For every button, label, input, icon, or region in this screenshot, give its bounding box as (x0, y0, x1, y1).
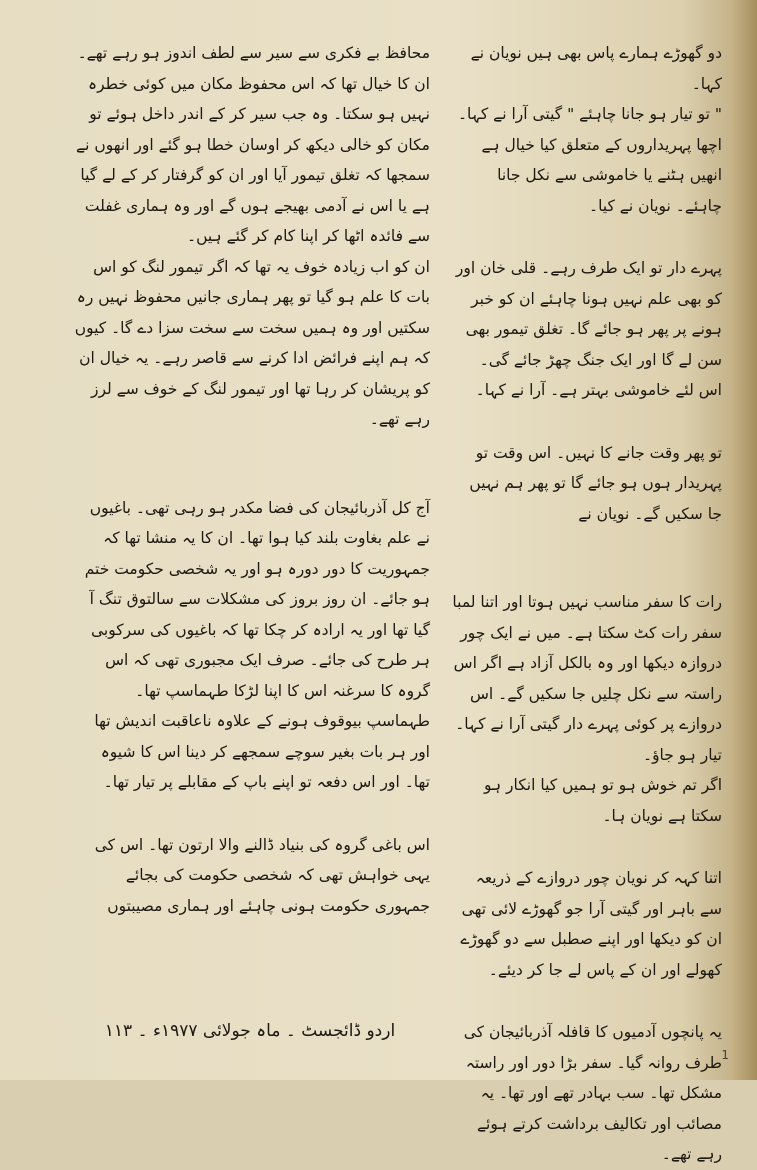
page-gutter (729, 0, 757, 1080)
left-paragraph-3: اس باغی گروہ کی بنیاد ڈالنے والا ارتون تھا۔ اس کی یہی خواہش تھی کہ شخصی حکومت کی بجائے جمہوری حکومت ہونی چاہئے اور ہماری مصیبتوں (94, 835, 430, 915)
page-footer: اردو ڈائجسٹ ۔ ماہ جولائی ۱۹۷۷ء ۔ ۱۱۳ (104, 1021, 396, 1041)
right-paragraph-5: اتنا کہہ کر نویان چور دروازے کے ذریعہ سے باہر اور گیتی آرا جو گھوڑے لائی تھی ان کو دیکھا اور اپنے صطبل سے دو گھوڑے کھولے اور ان کے پاس لے جا کر دیئے۔ (460, 869, 722, 979)
left-column (72, 38, 430, 921)
left-paragraph-1: محافظ بے فکری سے سیر سے لطف اندوز ہو رہے تھے۔ ان کا خیال تھا کہ اس محفوظ مکان میں کوئی خطرہ نہیں ہو سکتا۔ وہ جب سیر کر کے اندر داخل ہوئے تو مکان کو خالی دیکھ کر اوسان خطا ہو گئے اور انھوں نے سمجھا کہ تغلق تیمور آیا اور ان کو گرفتار کر کے لے گیا ہے یا اس نے آدمی بھیجے ہوں گے اور وہ ہماری غفلت سے فائدہ اٹھا کر اپنا کام کر گئے ہیں۔ ان کو اب زیادہ خوف یہ تھا کہ اگر تیمور لنگ کو اس بات کا علم ہو گیا تو پھر ہماری جانیں محفوظ نہیں رہ سکتیں اور وہ ہمیں سخت سے سخت سزا دے گا۔ کیوں کہ ہم اپنے فرائض ادا کرنے سے قاصر رہے۔ یہ خیال ان کو پریشان کر رہا تھا اور تیمور لنگ کے خوف سے لرز رہے تھے۔ (74, 44, 430, 428)
right-paragraph-6: یہ پانچوں آدمیوں کا قافلہ آذربائیجان کی طرف روانہ گیا۔ سفر بڑا دور اور راستہ مشکل تھا۔ سب بہادر تھے اور تھا۔ یہ مصائب اور تکالیف برداشت کرتے ہوئے رہے تھے۔ (463, 1023, 722, 1163)
right-paragraph-2: پہرے دار تو ایک طرف رہے۔ قلی خان اور کو بھی علم نہیں ہونا چاہئے ان کو خبر ہونے پر پھر ہو جائے گا۔ تغلق تیمور بھی سن لے گا اور ایک جنگ چھڑ جائے گی۔ اس لئے خاموشی بہتر ہے۔ آرا نے کہا۔ (455, 259, 722, 399)
left-paragraph-2: آج کل آذربائیجان کی فضا مکدر ہو رہی تھی۔ باغیوں نے علم بغاوت بلند کیا ہوا تھا۔ ان کا یہ منشا تھا کہ جمہوریت کا دور دورہ ہو اور یہ شخصی حکومت ختم ہو جائے۔ ان روز بروز کی مشکلات سے سالتوق تنگ آ گیا تھا اور یہ ارادہ کر چکا تھا کہ باغیوں کی سرکوبی ہر طرح کی جائے۔ صرف ایک مجبوری تھی کہ اس گروہ کا سرغنہ اس کا اپنا لڑکا طہماسپ تھا۔ طہماسپ بیوقوف ہونے کے علاوہ ناعاقبت اندیش تھا اور ہر بات بغیر سوچے سمجھے کر دینا اس کا شیوہ تھا۔ اور اس دفعہ تو اپنے باپ کے مقابلے پر تیار تھا۔ (84, 498, 430, 791)
right-paragraph-1: دو گھوڑے ہمارے پاس بھی ہیں نویان نے کہا۔ " تو تیار ہو جانا چاہئے " گیتی آرا نے کہا۔ اچھا پہریداروں کے متعلق کیا خیال ہے انھیں ہٹنے یا خاموشی سے نکل جانا چاہئے۔ نویان نے کیا۔ (457, 44, 722, 215)
page-mark: 1 (721, 1048, 729, 1062)
right-column (452, 38, 722, 1170)
right-paragraph-4: رات کا سفر مناسب نہیں ہوتا اور اتنا لمبا سفر رات کٹ سکتا ہے۔ میں نے ایک چور دروازہ دیکھا اور وہ بالکل آزاد ہے اگر اس راستہ سے نکل چلیں جا سکیں گے۔ اس دروازے پر کوئی پہرے دار گیتی آرا نے کہا۔ تیار ہو جاؤ۔ اگر تم خوش ہو تو ہمیں کیا انکار ہو سکتا ہے نویان ہا۔ (452, 593, 722, 825)
right-paragraph-3: تو پھر وقت جانے کا نہیں۔ اس وقت تو پہریدار ہوں ہو جائے گا تو پھر ہم نہیں جا سکیں گے۔ نویان نے (469, 443, 722, 523)
